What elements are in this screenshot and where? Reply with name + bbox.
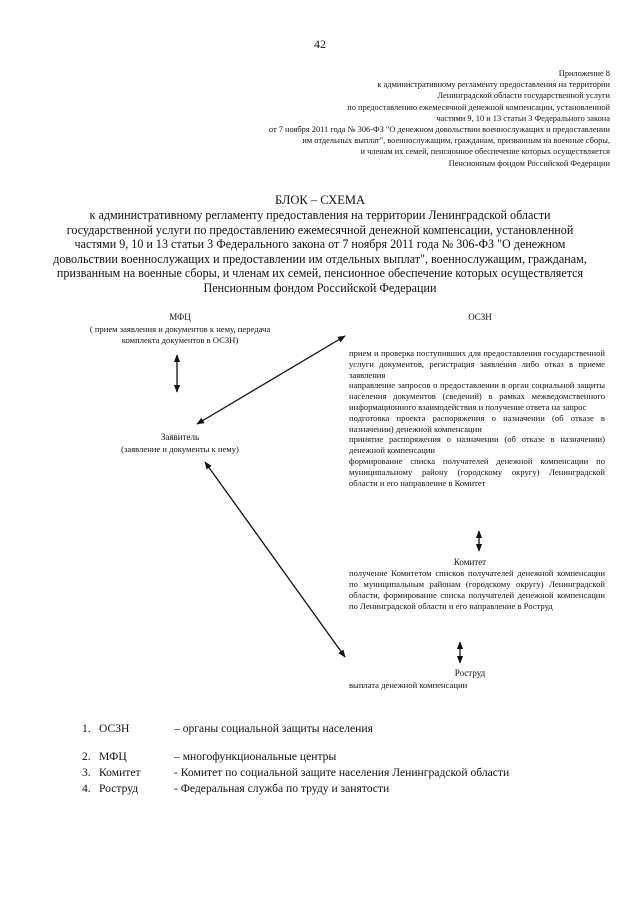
appendix-line: Ленинградской области государственной услуги bbox=[437, 91, 610, 101]
appendix-line: Пенсионным фондом Российской Федерации bbox=[448, 158, 610, 168]
legend-number: 1. bbox=[82, 722, 91, 735]
appendix-line: и членам их семей, пенсионное обеспечение которых осуществляется bbox=[360, 147, 610, 157]
mfc-title: МФЦ bbox=[169, 312, 191, 322]
legend-description: - Федеральная служба по труду и занятости bbox=[174, 782, 390, 795]
legend-abbreviation: Роструд bbox=[99, 782, 139, 795]
ozn-item: подготовка проекта распоряжения о назначении (об отказе в назначении) денежной компенсации bbox=[349, 412, 605, 434]
appendix-line: Приложение 8 bbox=[558, 69, 610, 78]
legend-number: 4. bbox=[82, 782, 91, 795]
rostrud-title: Роструд bbox=[454, 668, 486, 678]
mfc-line: комплекта документов в ОСЗН) bbox=[121, 335, 239, 345]
committee-title: Комитет bbox=[453, 557, 487, 567]
mfc-line: ( прием заявления и документов к нему, передача bbox=[89, 324, 271, 334]
ozn-item: прием и проверка поступивших для предоставления государственной услуги документов, регистрация заявления либо отказ в приеме заявления bbox=[349, 348, 605, 380]
legend-description: – органы социальной защиты населения bbox=[174, 722, 373, 735]
legend-number: 3. bbox=[82, 766, 91, 779]
appendix-line: к административному регламенту предоставления на территории bbox=[377, 80, 610, 90]
legend-abbreviation: МФЦ bbox=[99, 750, 127, 763]
applicant-ozn-arrow bbox=[197, 336, 345, 424]
ozn-title: ОСЗН bbox=[468, 312, 492, 322]
ozn-item: принятие распоряжения о назначении (об отказе в назначении) денежной компенсации bbox=[349, 434, 605, 456]
applicant-rostrud-arrow bbox=[205, 462, 345, 657]
legend-description: - Комитет по социальной защите населения Ленинградской области bbox=[174, 766, 510, 779]
document-subtitle: к административному регламенту предоставления на территории Ленинградской области государственной услуги по предоставлению ежемесячной денежной компенсации, установленной частями 9, 10 и 13 статьи 3 Федерального закона от 7 ноября 2011 года № 306-ФЗ "О денежном довольствии военнослужащих и предоставлении им отдельных выплат", военнослужащим, гражданам, призванным на военные сборы, и членам их семей, пенсионное обеспечение которых осуществляется Пенсионным фондом Российской Федерации bbox=[53, 208, 587, 295]
applicant-subtitle: (заявление и документы к нему) bbox=[121, 444, 239, 454]
rostrud-description: выплата денежной компенсации bbox=[349, 680, 468, 690]
legend-description: – многофункциональные центры bbox=[174, 750, 337, 763]
applicant-title: Заявитель bbox=[160, 432, 200, 442]
page-number: 42 bbox=[314, 37, 326, 51]
document-title: БЛОК – СХЕМА bbox=[274, 193, 366, 207]
appendix-line: по предоставлению ежемесячной денежной компенсации, установленной bbox=[347, 102, 610, 112]
legend-abbreviation: ОСЗН bbox=[99, 722, 130, 735]
legend-abbreviation: Комитет bbox=[99, 766, 141, 779]
committee-description: получение Комитетом списков получателей денежной компенсации по муниципальным районам (городскому округу) Ленинградской области, формирование списка получателей денежной компенсации по Ленинградской области и его направление в Роструд bbox=[349, 568, 605, 611]
legend-number: 2. bbox=[82, 750, 91, 763]
appendix-line: от 7 ноября 2011 года № 306-ФЗ "О денежном довольствии военнослужащих и предоставлении bbox=[268, 125, 610, 135]
appendix-line: им отдельных выплат", военнослужащим, гражданам, призванным на военные сборы, bbox=[302, 136, 610, 146]
ozn-item: направление запросов о предоставлении в орган социальной защиты населения документов (сведений) в рамках межведомственного информационного взаимодействия и получение ответа на запрос bbox=[349, 380, 605, 412]
ozn-item: формирование списка получателей денежной компенсации по муниципальному району (городскому округу) Ленинградской области и его направление в Комитет bbox=[349, 455, 605, 488]
appendix-line: частями 9, 10 и 13 статьи 3 Федерального закона bbox=[436, 113, 610, 123]
